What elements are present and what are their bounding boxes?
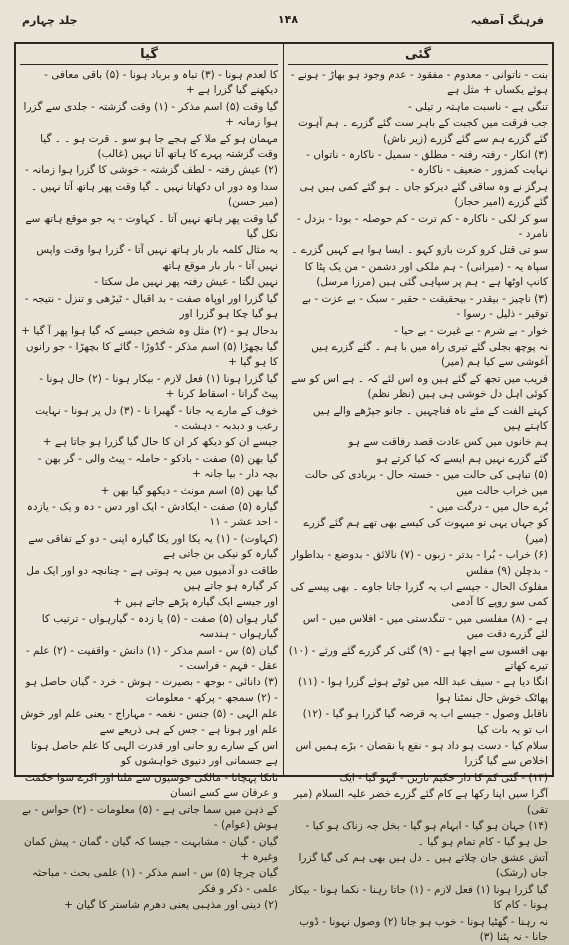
- text-line: سو تی قتل کرو کرت بازو کہو ۔ ایسا ہوا ہے کہیں گزرے ۔: [291, 244, 548, 257]
- text-line: نہ رہنا - گھٹیا ہونا - خوب ہو جانا (۲) وصول نہونا - ڈوب جانا - نہ پٹنا (۳): [299, 915, 548, 943]
- text-line: گیا گزرا ہونا (۱) فعل لازم - بیکار ہونا - (۲) حال ہونا - پیٹ گرانا - اسقاط کرنا +: [39, 372, 278, 401]
- text-line: اور جیسے ایک گیارہ پڑھے جاتے ہیں +: [113, 596, 278, 609]
- text-line: بدحال ہو - (۲) مثل وہ شخص جیسے کہ گیا ہوا پھر آ گیا +: [21, 324, 278, 337]
- text-line: مفلوک الحال - جیسے اب یہ گزرا جاتا جاوے ۔ بھی پیسے کی کمی سو روپے کا آدمی: [290, 581, 548, 609]
- text-line: گیا وقت پھر ہاتھ نہیں آتا ۔ کہاوت - یہ جو موقع ہاتھ سے نکل گیا: [25, 212, 278, 241]
- text-line: گیا گزرا اور اوپاہ صفت - بد اقبال - ٹیڑھی و تنزل - نتیجہ - ہو گیا چکا ہو گزرا اور: [24, 292, 278, 321]
- page-number: ۱۴۸: [277, 13, 299, 26]
- text-line: بنت - ناتوانی - معدوم - مفقود - عدم وجود ہو بھاڑ - ہونے - ہوئے یکساں + مثل ہے: [290, 69, 548, 97]
- text-line: نہیں لگتا - عیش رفتہ پھر نہیں مل سکتا -: [94, 276, 278, 289]
- text-line: گیارہ (۵) صفت - ایکادش - ایک اور دس - دہ و یک - یازدہ - احد عشر - ۱۱: [26, 500, 278, 529]
- text-line: کا لعدم ہونا - (۳) تباہ و برباد ہونا - (۵) باقی معافی - دیکھنے گیا گزرا ہے +: [44, 69, 278, 97]
- text-line: (۱۳) - گئی کم کا دار حکیم ناریں - گہو گیا - ایک: [339, 771, 548, 784]
- text-line: (۲) دینی اور مذہبی یعنی دھرم شاستر کا گیان +: [64, 899, 278, 912]
- text-line: گیان (۵) س - اسم مذکر - (۱) دانش - واقفیت - (۲) علم - عقل - فہم - فراست -: [25, 644, 278, 673]
- text-line: (۳) دانائی - بوجھ - بصیرت - ہوش - خرد - گیان حاصل ہو - (۲) سمجھ - پرکھ - معلومات: [25, 676, 278, 704]
- text-line: مہمان ہو کے ملا کے ہجے جا ہو سو ۔ قرت ہو ۔ ۔ گیا وقت گزشتہ پہرے کا ہاتھ آتا نہیں (غالب): [40, 132, 278, 161]
- left-column-text: [20, 68, 278, 914]
- text-line: علم الہی - (۵) جنس - نغمہ - مہاراج - یعنی علم اور خوش علم اور ہونا ہے - جس کے ہی ذریعے سے: [20, 708, 278, 736]
- text-line: کے ذہن میں سما جاتی ہے - (۵) معلومات - (۲) حواس - بے ہوش (عوام) -: [22, 803, 278, 832]
- text-line: کہتے الفت کے مئے ناہ فناچہیں ۔ جانو جپڑھے والے ہیں کاہتے ہیں: [312, 404, 548, 432]
- column-divider: [283, 42, 284, 777]
- text-line: ہرگز نے وہ ساقی گئے دیرکو جاں ۔ ہو گئے کمی ہیں ہی گئے گزرے (امیر حجاز): [299, 180, 548, 209]
- text-line: (۳) ناچیز - بیقدر - بیحقیقت - حقیر - سبک - بے عزت - بے توقیر - ذلیل - رسوا -: [301, 292, 548, 321]
- page-header: [18, 12, 550, 30]
- text-line: گیا بھن (۵) اسم مونث - دیکھو گیا بھن +: [100, 484, 278, 497]
- text-line: گیار ہواں (۵) صفت - (۵) یا زدہ - گیارہواں - ترتیب کا گیارہواں - ہندسہ: [41, 612, 278, 641]
- text-line: خوار - بے شرم - بے غیرت - بے حیا -: [394, 324, 548, 337]
- text-line: اس کے سارے رو حانی اور قدرت الہی کا علم حاصل ہوتا ہے جسمانی اور دنیوی خواہشوں کو: [30, 740, 278, 768]
- text-line: (۳) انکار - رفتہ رفتہ - مطلق - سمیل - ناکارہ - ناتواں - نہایت کمزور - ضعیف - ناکارہ -: [306, 149, 548, 177]
- text-line: آگرا سیں اپنا رکھا ہے کام گئے گزرے خضر علیہ السلام (میر تقی): [293, 788, 548, 816]
- text-line: یہ مثال کلمہ بار بار ہاتھ نہیں آتا - گزرا ہوا وقت واپس نہیں آتا - بار بار موقع ہاتھ: [36, 244, 278, 272]
- right-column-heading: گئی: [288, 46, 548, 65]
- text-line: (کہاوت) - (۱) یہ یکا اور یکا گیارہ اپنی - دو کے تفاقی سے گیارہ کو نیکی بن جاتی ہے: [28, 532, 278, 561]
- text-line: گیا گزرا ہونا (۱) فعل لازم - (۱) جاتا رہنا - نکما ہونا - بیکار ہونا - کام کا: [289, 883, 548, 912]
- text-line: (۲) عیش رفتہ - لطف گزشتہ - خوشی کا گزرا ہوا زمانہ -: [25, 164, 278, 177]
- text-line: (۱۴) جہان ہو گیا - ابہام ہو گیا - بخل جہ زناک ہو کیا - حل ہو گیا - کام تمام ہو گیا ۔: [305, 820, 548, 848]
- text-line: گئے گزرے نہیں ہم ایسے کہ کیا کرتے ہو: [376, 452, 548, 465]
- volume-label: جلد چہارم: [22, 14, 78, 27]
- text-line: طاقت دو آدمیوں میں یہ ہوتی ہے - چنانچہ دو اور ایک مل کر گیارہ ہو جاتے ہیں: [26, 564, 278, 592]
- text-line: فریب میں تجھ کے گئے ہیں وہ اس لئے کہ ۔ ہے اس کو سے کوئی اہل دل خوشی ہی ہیں (نظر نظم): [291, 372, 548, 401]
- text-line: سو کر لکی - ناکارہ - کم ترت - کم حوصلہ - بودا - بزدل - نامرد -: [296, 212, 548, 241]
- running-title: فرہنگ آصفیہ: [470, 14, 544, 27]
- text-line: ناقابل وصول - جیسے اب یہ قرضہ گیا گزرا ہو گیا - (۱۲) اب تو یہ بات کیا: [302, 708, 548, 736]
- text-line: ہم خانوں میں کس عادت قصد رفاقت سے ہو: [348, 436, 548, 449]
- right-column-text: [288, 68, 548, 945]
- text-line: بُرے حال میں - درگت میں -: [429, 500, 548, 513]
- text-line: سلام کیا - دست ہو داد ہو - نفع یا نقصان - بڑے ہمیں اس اخلاص سے گیا گزرا: [295, 740, 548, 768]
- text-line: تنگی ہے - ناسبت ماہتہ ر تیلی -: [408, 100, 548, 113]
- right-column: [288, 46, 548, 943]
- text-line: جب فرقت میں کجبت کے باہر ست گئے گزرے ۔ ہم آہوت گئے گزرے ہم سے گئے گزرے (زیر ناش): [297, 117, 548, 145]
- text-line: آتش عشق جان چلاتے ہیں ۔ دل ہیں بھی ہم کی گیا گزرا جاں (رشک): [298, 851, 548, 880]
- text-line: نہ پوچھ بجلی گئے تیری راہ میں با ہم ۔ گئے گزرے ہیں آغوشی سے کیا ہم (میر): [311, 340, 548, 369]
- text-line: گیان چرچا (۵) س - اسم مذکر - (۱) علمی بحث - مباحثہ علمی - ذکر و فکر: [32, 867, 278, 895]
- text-line: سپاہ یہ - (میرانی) - ہم ملکی اور دشمن - من یک پٹا کا کانپ اوٹھا ہے - ہم پر سپاہی گئی ہیں (مرزا مرسل): [304, 260, 548, 289]
- text-line: گیا بھن (۵) صفت - بادکو - حاملہ - پیٹ والی - گر بھن - بچہ دار - بیا جانہ +: [37, 452, 278, 481]
- text-line: انگا دیا ہے - سیف عبد اللہ میں ٹوٹے ہوئے گزرا ہوا - (۱۱) پھاٹک خوش حال نمٹنا ہوا: [297, 676, 548, 704]
- text-line: گیا وقت (۵) اسم مذکر - (۱) وقت گزشتہ - جلدی سے گزرا ہوا زمانہ +: [23, 100, 278, 129]
- left-column-heading: گیا: [20, 46, 278, 65]
- text-line: سدا وہ دور اں دکھاتا نہیں ۔ گیا وقت پھر ہاتھ آتا نہیں ۔ (میر حسن): [30, 180, 278, 209]
- left-column: [20, 46, 278, 912]
- text-line: (۶) خراب - بُرا - بدتر - زبوں - (۷) نالائق - بدوضع - بداطوار - بدچلن (۹) مفلس: [290, 549, 548, 577]
- text-line: ٹانکا پہچانا - مالکی خوشیوں سے ملتا اور اکرے سوا حکمت و عرفان سے کسے انسان: [24, 771, 278, 800]
- text-line: (۵) تباہی کی حالت میں - خستہ حال - بربادی کی حالت میں خراب حالت میں: [304, 469, 548, 497]
- text-line: ہے - (۸) مفلسی میں - تنگدستی میں - افلاس میں - اس لئے گزرے دقت میں: [302, 612, 548, 641]
- text-line: گیان - گیان - مشابہت - جیسا کہ گیان - گمان - پیش کمان وغیرہ +: [24, 835, 278, 863]
- text-line: بھی افسوں سے اچھا ہے - (۹) گئی کر گزرے گئے ورثے - (۱۰) تیرے کھاتے: [288, 644, 548, 673]
- text-line: جیسے ان کو دیکھ کر ان کا حال گیا گزرا ہو جاتا ہے +: [42, 436, 278, 449]
- text-line: کو جہاں یہی تو مبہوت کی کیسے بھی تھے ہم گئے گزرے (میر): [303, 517, 548, 545]
- text-line: خوف کے مارے یہ جانا - گھبرا نا - (۳) دل پر ہونا - نہایت رعب و دبدبہ - دہشت -: [35, 404, 278, 432]
- text-line: گیا بچھڑا (۵) اسم مذکر - گڈوڑا - گائے کا بچھڑا - جو رانوں کا ہو گیا +: [25, 340, 278, 369]
